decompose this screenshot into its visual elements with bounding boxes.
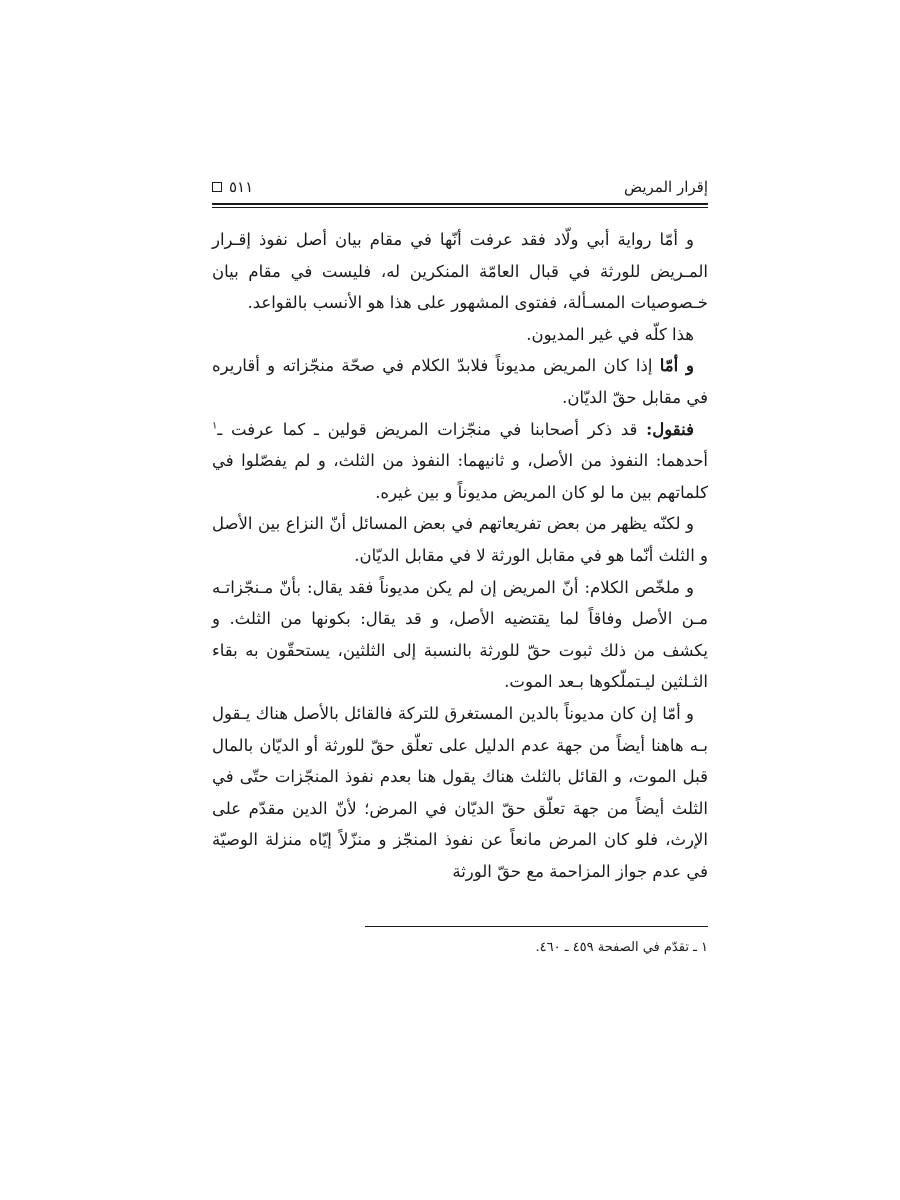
paragraph-7 — [212, 698, 708, 888]
body-text — [212, 224, 708, 887]
header-double-rule — [212, 203, 708, 208]
footnote-separator — [365, 926, 708, 927]
paragraph-1 — [212, 224, 708, 319]
footnote — [212, 938, 708, 958]
paragraph-text: و أمّا رواية أبي ولّاد فقد عرفت أنّها في مقام بيان أصل نفوذ إقـرار المـريض للورثة في قبال العامّة المنكرين له، فليست في مقام بيان خـصوصيات المسـألة، ففتوى المشهور على هذا هو الأنسب بالقواعد. — [212, 230, 708, 313]
page-number-block — [212, 176, 253, 198]
square-bullet-icon — [212, 182, 222, 192]
paragraph-text: قد ذكر أصحابنا في منجّزات المريض قولين ـ كما عرفت ـ — [217, 419, 647, 439]
paragraph-text: و ملخّص الكلام: أنّ المريض إن لم يكن مديوناً فقد يقال: بأنّ مـنجّزاتـه مـن الأصل وفاقاً لما يقتضيه الأصل، و قد يقال: بكونها من الثلث. و يكشف من ذلك ثبوت حقّ للورثة بالنسبة إلى الثلثين، يستحقّون به بقاء الثـلثين ليـتملّكوها بـعد الموت. — [212, 577, 708, 692]
paragraph-lead: فنقول: — [646, 419, 694, 439]
paragraph-2 — [212, 319, 708, 351]
page-header — [212, 176, 708, 200]
footnote-reference[interactable]: ١ — [212, 420, 218, 432]
paragraph-text: أحدهما: النفوذ من الأصل، و ثانيهما: النفوذ من الثلث، و لم يفصّلوا في كلماتهم بين ما لو كان المريض مديوناً و بين غيره. — [212, 451, 708, 502]
paragraph-4 — [212, 414, 708, 509]
paragraph-text: و لكنّه يظهر من بعض تفريعاتهم في بعض المسائل أنّ النزاع بين الأصل و الثلث أنّما هو في مقابل الورثة لا في مقابل الديّان. — [212, 514, 708, 565]
running-title: إقرار المريض — [623, 178, 708, 196]
paragraph-5 — [212, 508, 708, 571]
paragraph-lead: و أمّا — [659, 356, 694, 376]
paragraph-text: هذا كلّه في غير المديون. — [526, 324, 694, 344]
footnote-text: ١ ـ تقدّم في الصفحة ٤٥٩ ـ ٤٦٠. — [535, 940, 708, 955]
paragraph-6 — [212, 572, 708, 698]
page-number: ٥١١ — [229, 178, 254, 196]
paragraph-text: إذا كان المريض مديوناً فلابدّ الكلام في صحّة منجّزاته و أقاريره في مقابل حقّ الديّان. — [212, 356, 708, 407]
paragraph-3 — [212, 350, 708, 413]
paragraph-text: و أمّا إن كان مديوناً بالدين المستغرق للتركة فالقائل بالأصل هناك يـقول بـه هاهنا أيضاً من جهة عدم الدليل على تعلّق حقّ للورثة أو الديّان بالمال قبل الموت، و القائل بالثلث هناك يقول هنا بعدم نفوذ المنجّزات حتّى في الثلث أيضاً من جهة تعلّق حقّ الديّان في المرض؛ لأنّ الدين مقدّم على الإرث، فلو كان المرض مانعاً عن نفوذ المنجّز و منزّلاً إيّاه منزلة الوصيّة في عدم جواز المزاحمة مع حقّ الورثة — [212, 703, 708, 881]
